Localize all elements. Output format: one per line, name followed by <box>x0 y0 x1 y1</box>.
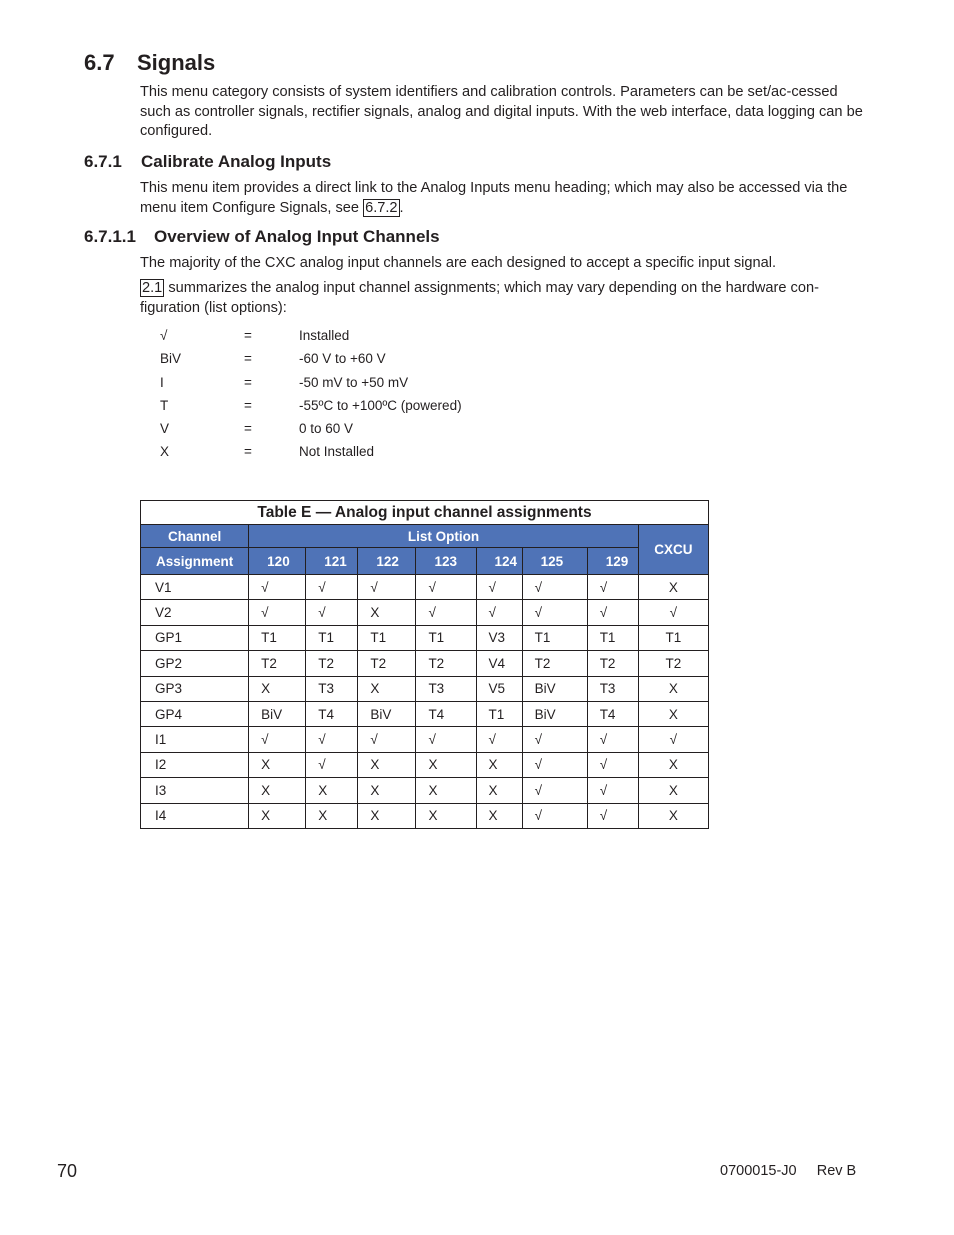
header-cxcu: CXCU <box>638 525 708 575</box>
table-cell: BiV <box>358 701 416 726</box>
cxcu-cell: √ <box>638 600 708 625</box>
table-cell: √ <box>416 575 476 600</box>
table-cell: √ <box>522 803 587 828</box>
header-option-122: 122 <box>358 548 416 575</box>
table-cell: X <box>476 803 522 828</box>
cxcu-cell: X <box>638 575 708 600</box>
cxcu-cell: √ <box>638 727 708 752</box>
table-cell: T1 <box>587 625 638 650</box>
legend-symbol: I <box>160 374 164 390</box>
legend-equals: = <box>244 421 252 437</box>
table-cell: T4 <box>306 701 358 726</box>
table-cell: √ <box>522 600 587 625</box>
table-row <box>141 803 709 828</box>
table-cell: V4 <box>476 651 522 676</box>
cxcu-cell: X <box>638 778 708 803</box>
table-cell: BiV <box>522 701 587 726</box>
table-row <box>141 575 709 600</box>
table-cell: X <box>416 752 476 777</box>
table-cell: √ <box>358 575 416 600</box>
section-title: Signals <box>137 50 216 75</box>
table-cell: √ <box>416 600 476 625</box>
cxcu-cell: X <box>638 701 708 726</box>
document-id: 0700015-J0 Rev B <box>720 1163 857 1179</box>
table-cell: X <box>249 752 306 777</box>
row-label: GP1 <box>141 625 249 650</box>
cxcu-cell: T1 <box>638 625 708 650</box>
row-label: I1 <box>141 727 249 752</box>
row-label: GP3 <box>141 676 249 701</box>
table-cell: √ <box>587 778 638 803</box>
body-text: summarizes the analog input channel assignments; which may vary depending on the hardware con-figuration (list options): <box>140 280 819 316</box>
table-cell: √ <box>306 575 358 600</box>
table-cell: √ <box>306 752 358 777</box>
table-cell: X <box>416 778 476 803</box>
table-cell: BiV <box>249 701 306 726</box>
table-cell: √ <box>476 727 522 752</box>
legend-description: 0 to 60 V <box>299 421 354 437</box>
table-cell: T1 <box>306 625 358 650</box>
table-cell: T1 <box>476 701 522 726</box>
header-option-129: 129 <box>587 548 638 575</box>
table-cell: BiV <box>522 676 587 701</box>
table-row <box>141 752 709 777</box>
table-cell: √ <box>587 575 638 600</box>
legend-equals: = <box>244 444 252 460</box>
legend-description: Not Installed <box>299 444 375 460</box>
table-cell: √ <box>522 752 587 777</box>
header-option-124: 124 <box>476 548 522 575</box>
legend-equals: = <box>244 328 252 343</box>
legend-description: -50 mV to +50 mV <box>299 374 409 390</box>
table-cell: √ <box>587 727 638 752</box>
legend-description: Installed <box>299 328 350 343</box>
table-cell: T2 <box>587 651 638 676</box>
table-cell: X <box>306 803 358 828</box>
table-cell: V3 <box>476 625 522 650</box>
table-cell: √ <box>522 575 587 600</box>
table-cell: X <box>306 778 358 803</box>
table-cell: T3 <box>416 676 476 701</box>
table-row <box>141 727 709 752</box>
table-row <box>141 600 709 625</box>
channel-assignment-table <box>140 500 709 829</box>
header-option-120: 120 <box>249 548 306 575</box>
header-option-121: 121 <box>306 548 358 575</box>
header-option-125: 125 <box>522 548 587 575</box>
table-cell: X <box>249 803 306 828</box>
table-cell: T1 <box>249 625 306 650</box>
subsection-title: Calibrate Analog Inputs <box>141 152 332 171</box>
header-option-123: 123 <box>416 548 476 575</box>
legend-equals: = <box>244 374 252 390</box>
table-cell: √ <box>358 727 416 752</box>
overview-paragraph-2 <box>140 279 870 318</box>
legend-symbol: V <box>160 421 170 437</box>
table-cell: X <box>249 676 306 701</box>
table-cell: √ <box>476 600 522 625</box>
body-text-end: . <box>399 199 404 216</box>
table-cell: T3 <box>587 676 638 701</box>
table-cell: T4 <box>587 701 638 726</box>
table-cell: T2 <box>522 651 587 676</box>
legend-description: -60 V to +60 V <box>299 351 386 367</box>
body-text: This menu item provides a direct link to the Analog Inputs menu heading; which may also be accessed via the menu item Configure Signals, see <box>140 180 848 216</box>
table-cell: X <box>476 778 522 803</box>
table-cell: X <box>249 778 306 803</box>
table-cell: X <box>358 752 416 777</box>
table-cell: √ <box>587 752 638 777</box>
table-cell: X <box>358 803 416 828</box>
table-cell: √ <box>476 575 522 600</box>
row-label: V2 <box>141 600 249 625</box>
subsection-number: 6.7.1 <box>84 152 122 171</box>
table-row <box>141 701 709 726</box>
table-row <box>141 778 709 803</box>
cxcu-cell: X <box>638 752 708 777</box>
table-cell: √ <box>306 727 358 752</box>
legend-symbol: √ <box>160 328 168 343</box>
cross-reference-link[interactable]: 2.1 <box>142 280 163 296</box>
table-cell: √ <box>249 600 306 625</box>
table-cell: √ <box>522 778 587 803</box>
table-cell: T4 <box>416 701 476 726</box>
subsection-title: Overview of Analog Input Channels <box>154 227 440 246</box>
row-label: I4 <box>141 803 249 828</box>
table-cell: T2 <box>358 651 416 676</box>
table-cell: T2 <box>249 651 306 676</box>
legend-symbol: BiV <box>160 351 182 367</box>
subsection-body <box>140 179 870 218</box>
table-cell: √ <box>306 600 358 625</box>
table-cell: √ <box>249 727 306 752</box>
table-cell: T1 <box>522 625 587 650</box>
table-cell: T1 <box>416 625 476 650</box>
legend-symbol: X <box>160 444 170 460</box>
subsection-heading-6-7-1-1 <box>84 227 440 247</box>
table-cell: T3 <box>306 676 358 701</box>
legend-description: -55ºC to +100ºC (powered) <box>299 397 462 413</box>
legend-equals: = <box>244 397 252 413</box>
table-cell: X <box>358 600 416 625</box>
subsection-heading-6-7-1 <box>84 152 331 172</box>
table-cell: √ <box>587 600 638 625</box>
section-intro: This menu category consists of system identifiers and calibration controls. Parameters can be set/ac-cessed such as controller signals, rectifier signals, analog and digital inputs. With the web interface, data logging can be configured. <box>140 84 863 139</box>
header-assignment: Assignment <box>141 548 249 575</box>
row-label: I2 <box>141 752 249 777</box>
table-cell: T2 <box>306 651 358 676</box>
row-label: I3 <box>141 778 249 803</box>
table-cell: √ <box>587 803 638 828</box>
table-caption: Table E — Analog input channel assignments <box>141 501 709 525</box>
table-cell: X <box>476 752 522 777</box>
table-row <box>141 676 709 701</box>
table-row <box>141 651 709 676</box>
page-number: 70 <box>57 1161 78 1181</box>
section-number: 6.7 <box>84 50 115 75</box>
cxcu-cell: X <box>638 803 708 828</box>
cxcu-cell: T2 <box>638 651 708 676</box>
section-heading <box>84 50 215 76</box>
table-cell: X <box>358 676 416 701</box>
legend-equals: = <box>244 351 252 367</box>
header-list-option: List Option <box>249 525 639 548</box>
table-cell: √ <box>522 727 587 752</box>
cross-reference-link[interactable]: 6.7.2 <box>365 199 398 216</box>
table-cell: T2 <box>416 651 476 676</box>
header-channel: Channel <box>141 525 249 548</box>
table-row <box>141 625 709 650</box>
table-cell: X <box>416 803 476 828</box>
table-cell: T1 <box>358 625 416 650</box>
table-cell: √ <box>249 575 306 600</box>
table-cell: √ <box>416 727 476 752</box>
legend-symbol: T <box>160 397 169 413</box>
row-label: GP4 <box>141 701 249 726</box>
table-cell: V5 <box>476 676 522 701</box>
cxcu-cell: X <box>638 676 708 701</box>
table-cell: X <box>358 778 416 803</box>
overview-paragraph-1: The majority of the CXC analog input channels are each designed to accept a specific input signal. <box>140 255 777 271</box>
subsection-number: 6.7.1.1 <box>84 227 136 246</box>
row-label: GP2 <box>141 651 249 676</box>
row-label: V1 <box>141 575 249 600</box>
